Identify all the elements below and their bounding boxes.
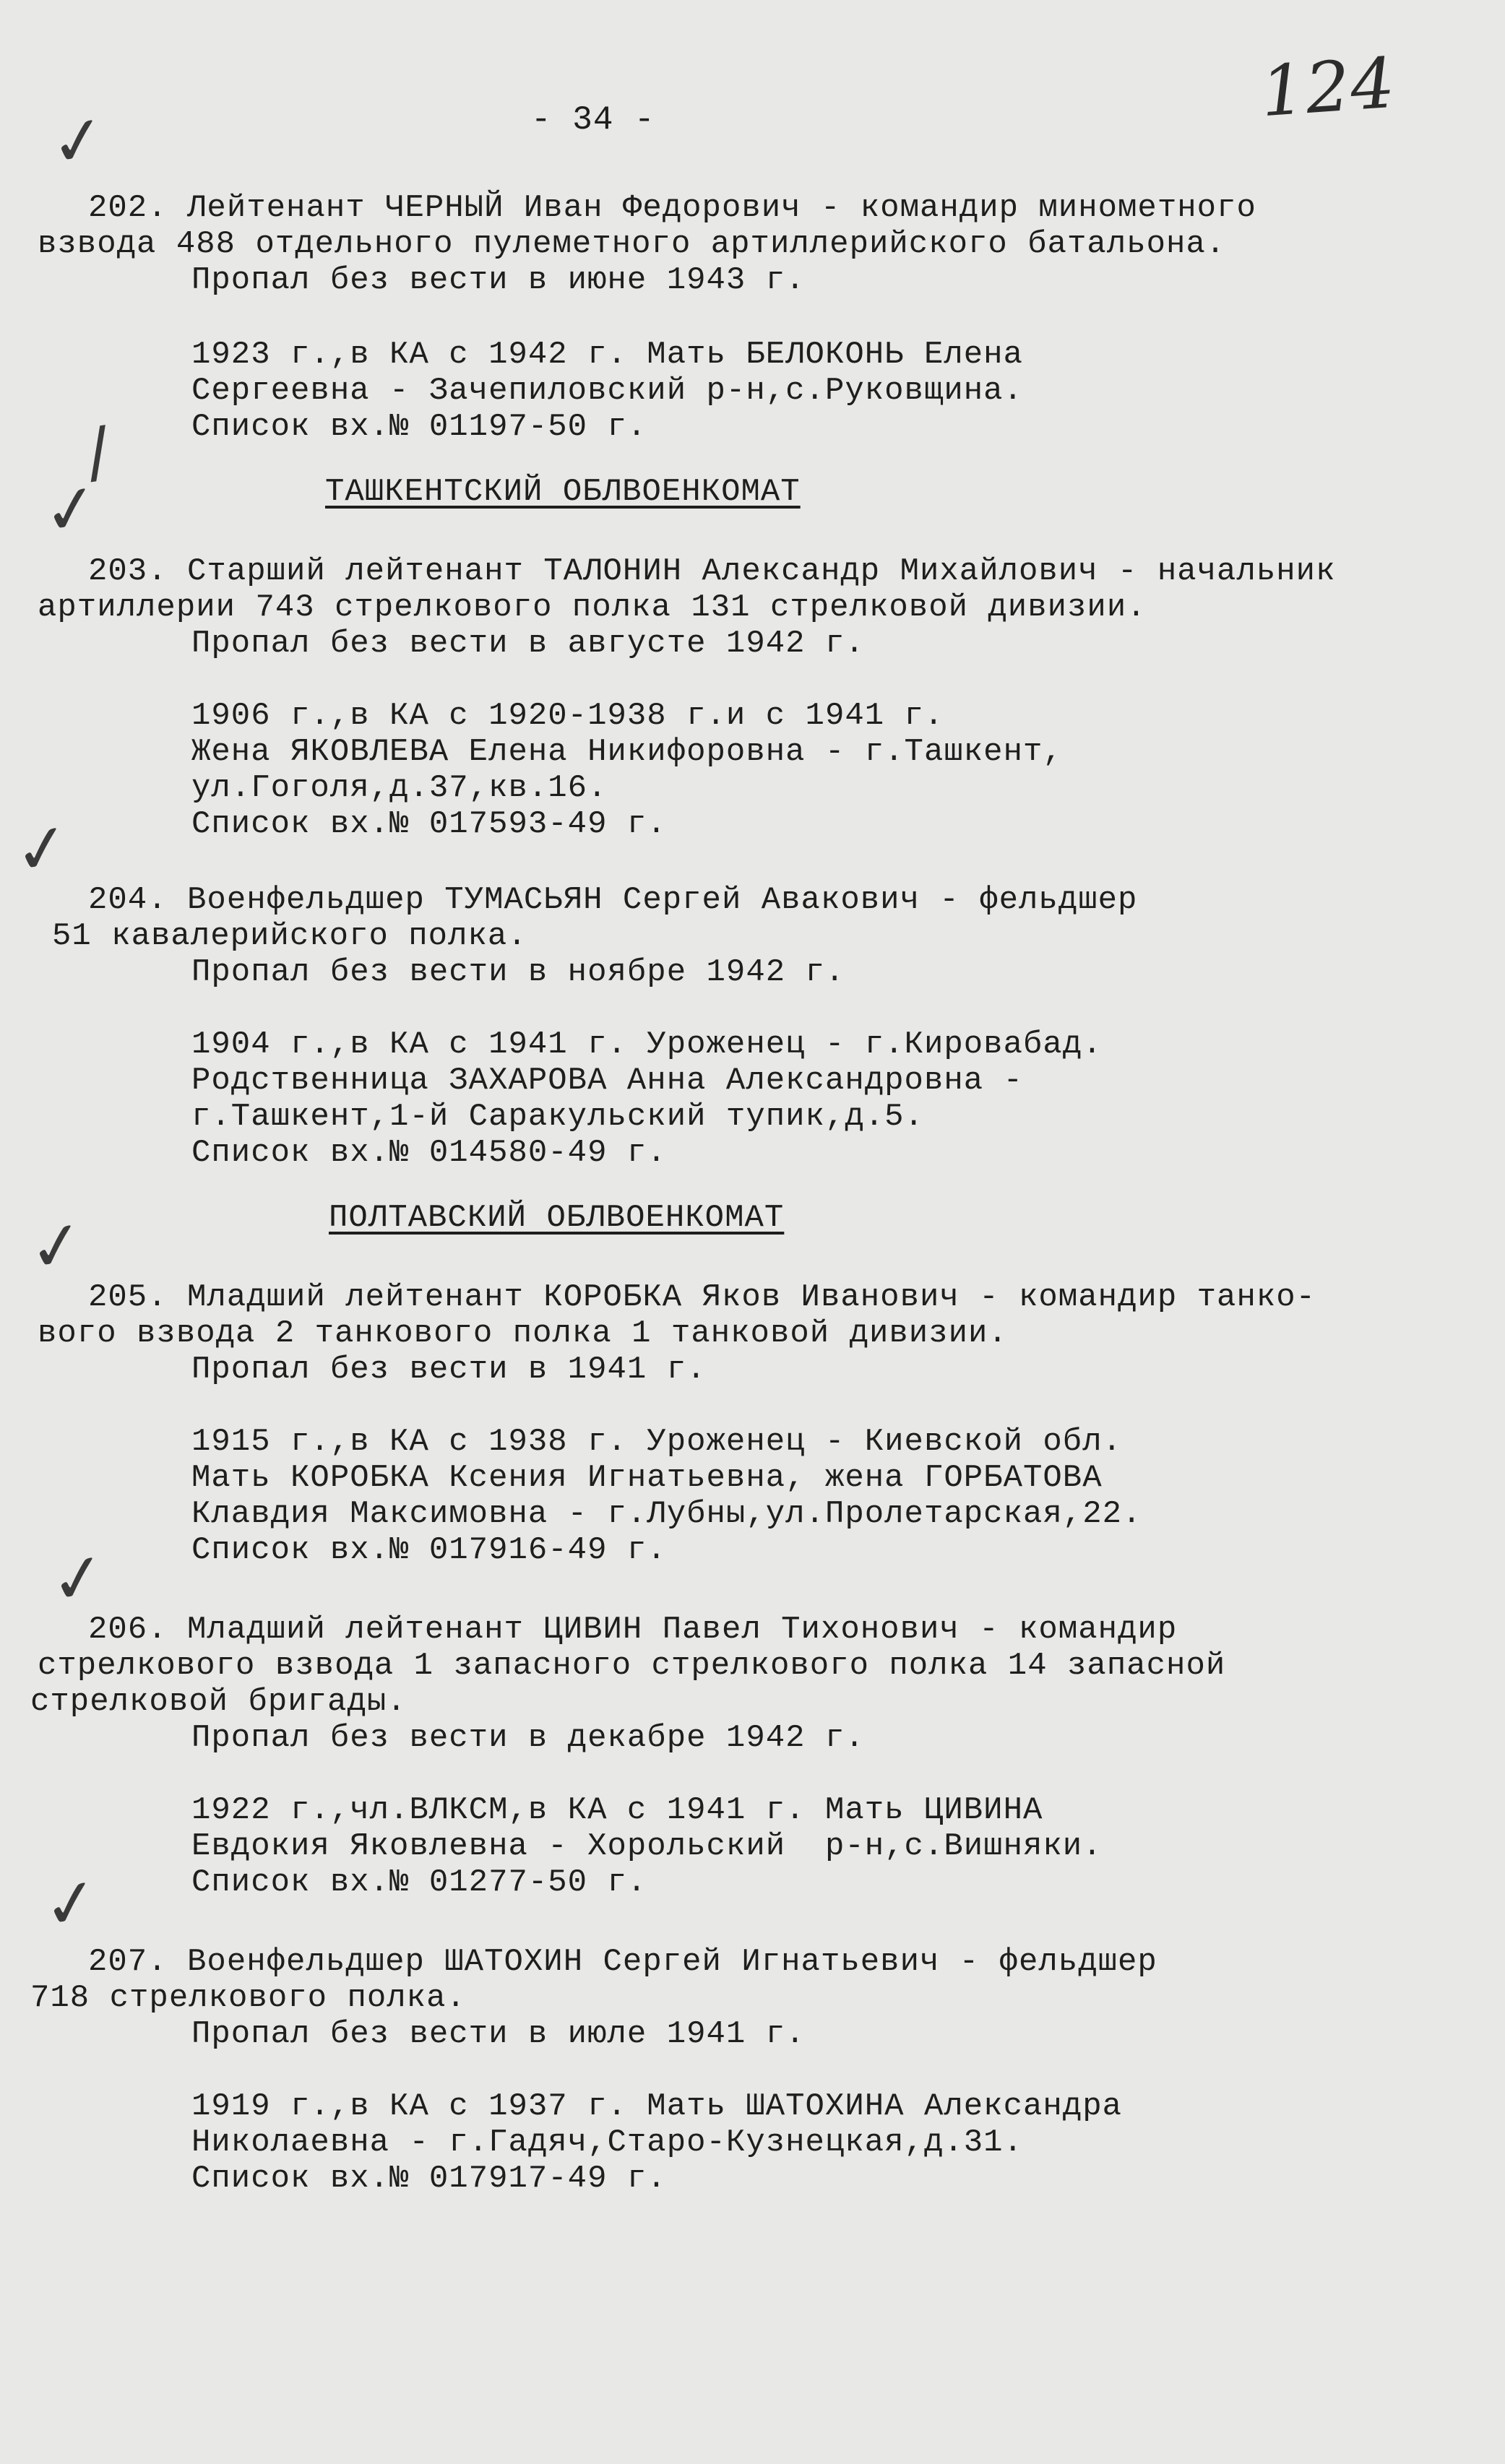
entry-202-line-5: Сергеевна - Зачепиловский р-н,с.Руковщина. — [191, 373, 1023, 409]
handwritten-check-mark: ✓ — [45, 99, 113, 183]
entry-203-line-4: 1906 г.,в КА с 1920-1938 г.и с 1941 г. — [191, 698, 944, 734]
entry-206-line-1: 206. Младший лейтенант ЦИВИН Павел Тихонович - командир — [88, 1612, 1178, 1648]
entry-204-line-4: 1904 г.,в КА с 1941 г. Уроженец - г.Кировабад. — [191, 1026, 1103, 1063]
entry-206-line-6: Евдокия Яковлевна - Хорольский р-н,с.Вишняки. — [191, 1828, 1103, 1864]
entry-205-line-3: Пропал без вести в 1941 г. — [191, 1352, 707, 1388]
entry-204-line-7: Список вх.№ 014580-49 г. — [191, 1135, 667, 1171]
entry-203-line-7: Список вх.№ 017593-49 г. — [191, 806, 667, 842]
handwritten-check-mark: ✓ — [45, 1536, 113, 1621]
entry-207-line-3: Пропал без вести в июле 1941 г. — [191, 2016, 806, 2052]
entry-207-line-4: 1919 г.,в КА с 1937 г. Мать ШАТОХИНА Александра — [191, 2088, 1123, 2124]
handwritten-slash-mark: / — [81, 412, 116, 492]
entry-205-line-1: 205. Младший лейтенант КОРОБКА Яков Иванович - командир танко- — [88, 1279, 1316, 1315]
section-heading-tashkent: ТАШКЕНТСКИЙ ОБЛВОЕНКОМАТ — [325, 474, 801, 510]
entry-207-line-2: 718 стрелкового полка. — [30, 1980, 466, 2016]
entry-204-line-3: Пропал без вести в ноябре 1942 г. — [191, 954, 845, 990]
page-number: - 34 - — [531, 101, 655, 139]
handwritten-check-mark: ✓ — [38, 467, 105, 552]
entry-205-line-5: Мать КОРОБКА Ксения Игнатьевна, жена ГОРБАТОВА — [191, 1460, 1103, 1496]
entry-203-line-2: артиллерии 743 стрелкового полка 131 стрелковой дивизии. — [38, 589, 1147, 626]
handwritten-check-mark: ✓ — [38, 1862, 105, 1946]
entry-204-line-1: 204. Военфельдшер ТУМАСЬЯН Сергей Авакович - фельдшер — [88, 882, 1138, 918]
entry-205-line-2: вого взвода 2 танкового полка 1 танковой дивизии. — [38, 1315, 1008, 1352]
handwritten-check-mark: ✓ — [9, 807, 77, 891]
entry-202-line-4: 1923 г.,в КА с 1942 г. Мать БЕЛОКОНЬ Елена — [191, 337, 1023, 373]
entry-203-line-3: Пропал без вести в августе 1942 г. — [191, 626, 865, 662]
handwritten-check-mark: ✓ — [23, 1204, 91, 1289]
entry-205-line-6: Клавдия Максимовна - г.Лубны,ул.Пролетарская,22. — [191, 1496, 1142, 1532]
entry-206-line-7: Список вх.№ 01277-50 г. — [191, 1864, 647, 1901]
entry-202-line-6: Список вх.№ 01197-50 г. — [191, 409, 647, 445]
entry-204-line-6: г.Ташкент,1-й Саракульский тупик,д.5. — [191, 1099, 924, 1135]
entry-206-line-3: стрелковой бригады. — [30, 1684, 407, 1720]
entry-203-line-6: ул.Гоголя,д.37,кв.16. — [191, 770, 608, 806]
entry-205-line-7: Список вх.№ 017916-49 г. — [191, 1532, 667, 1568]
entry-202-line-3: Пропал без вести в июне 1943 г. — [191, 262, 806, 298]
entry-207-line-5: Николаевна - г.Гадяч,Старо-Кузнецкая,д.31. — [191, 2124, 1023, 2161]
entry-202-line-2: взвода 488 отдельного пулеметного артиллерийского батальона. — [38, 226, 1226, 262]
entry-204-line-2: 51 кавалерийского полка. — [52, 918, 527, 954]
entry-204-line-5: Родственница ЗАХАРОВА Анна Александровна - — [191, 1063, 1023, 1099]
section-heading-poltava: ПОЛТАВСКИЙ ОБЛВОЕНКОМАТ — [329, 1200, 785, 1236]
entry-207-line-6: Список вх.№ 017917-49 г. — [191, 2161, 667, 2197]
entry-203-line-1: 203. Старший лейтенант ТАЛОНИН Александр Михайлович - начальник — [88, 553, 1336, 589]
entry-206-line-2: стрелкового взвода 1 запасного стрелкового полка 14 запасной — [38, 1648, 1226, 1684]
entry-207-line-1: 207. Военфельдшер ШАТОХИН Сергей Игнатьевич - фельдшер — [88, 1944, 1157, 1980]
entry-206-line-5: 1922 г.,чл.ВЛКСМ,в КА с 1941 г. Мать ЦИВИНА — [191, 1792, 1043, 1828]
handwritten-archive-number: 124 — [1258, 42, 1398, 133]
entry-203-line-5: Жена ЯКОВЛЕВА Елена Никифоровна - г.Ташкент, — [191, 734, 1063, 770]
entry-206-line-4: Пропал без вести в декабре 1942 г. — [191, 1720, 865, 1756]
entry-202-line-1: 202. Лейтенант ЧЕРНЫЙ Иван Федорович - командир минометного — [88, 190, 1256, 226]
entry-205-line-4: 1915 г.,в КА с 1938 г. Уроженец - Киевской обл. — [191, 1424, 1123, 1460]
